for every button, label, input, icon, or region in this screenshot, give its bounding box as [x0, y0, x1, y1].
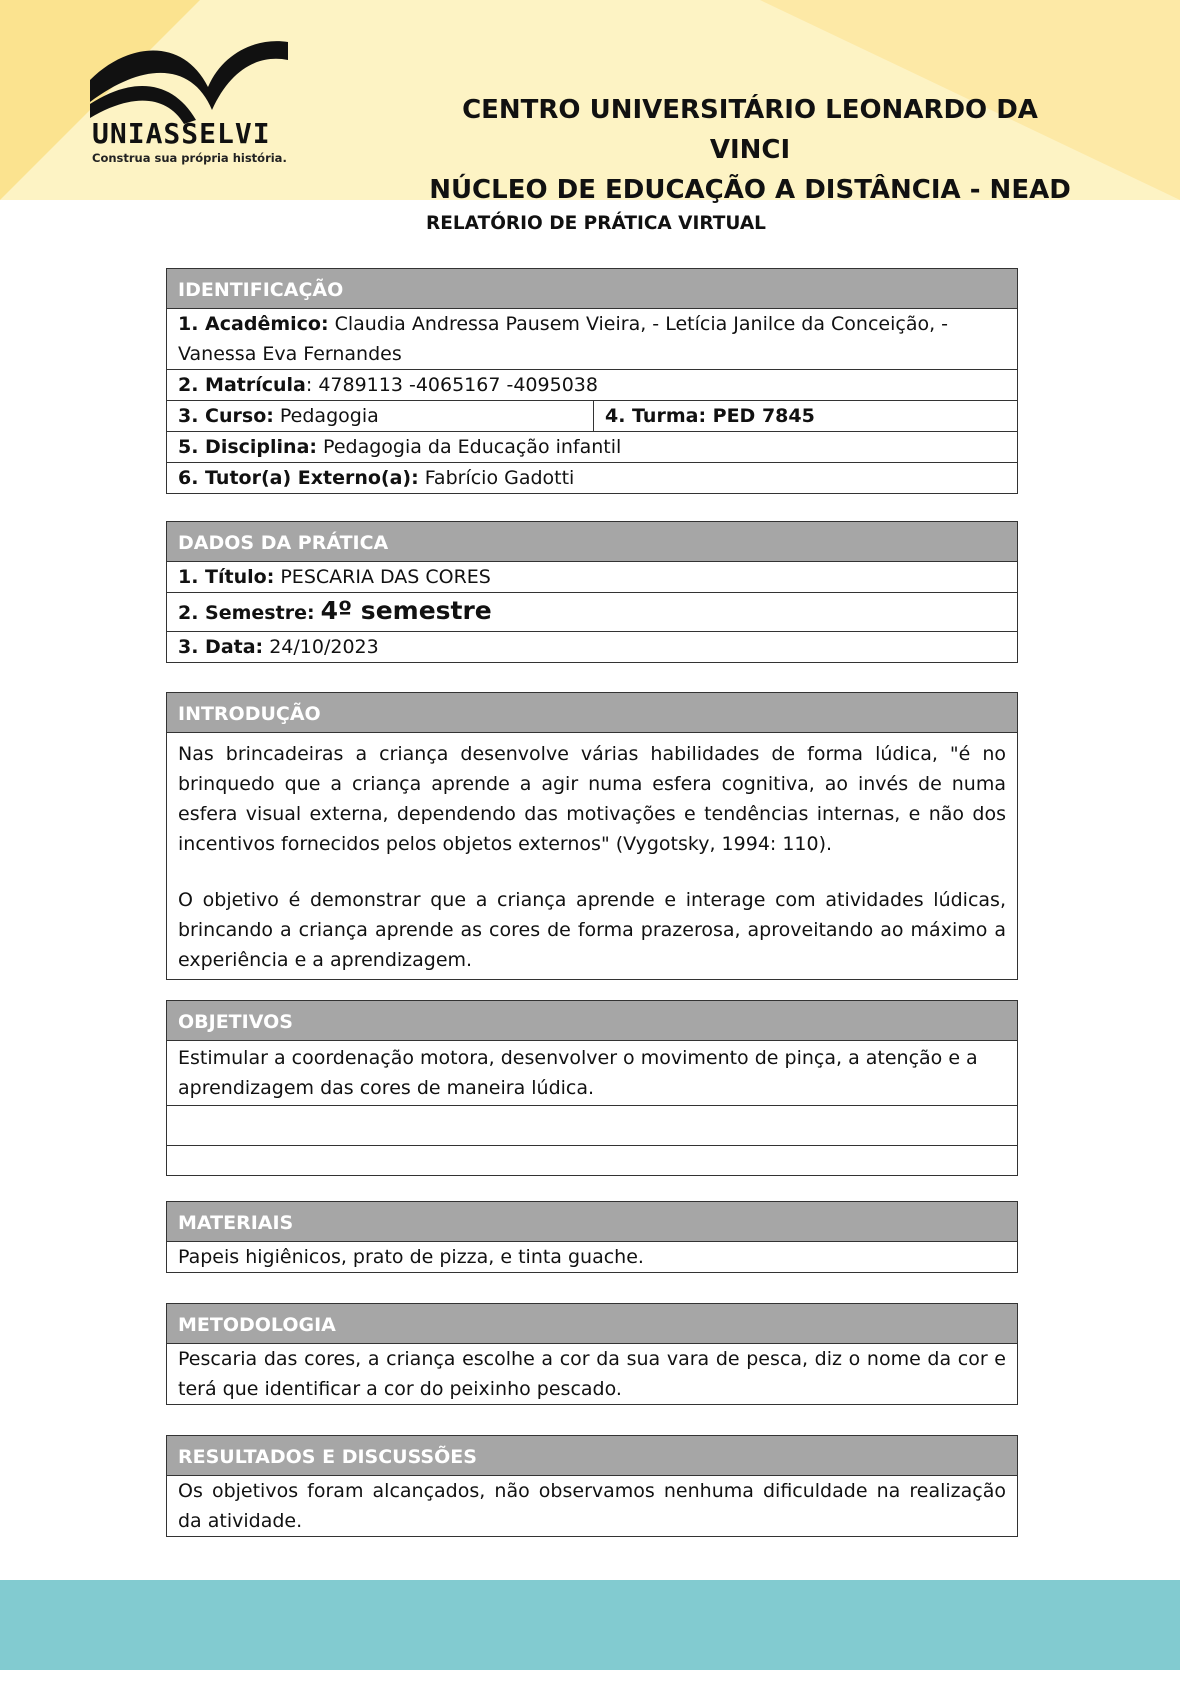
turma-label: 4. Turma: PED 7845 — [605, 405, 815, 427]
academico-value-cont: Vanessa Eva Fernandes — [178, 343, 402, 365]
objetivos-value: Estimular a coordenação motora, desenvolver o movimento de pinça, a atenção e a aprendizagem das cores de maneira lúdica. — [178, 1047, 978, 1099]
section-heading: INTRODUÇÃO — [167, 693, 1017, 733]
curso-value: Pedagogia — [273, 405, 379, 427]
disciplina-label: 5. Disciplina: — [178, 436, 317, 458]
introducao-paragraph-2: O objetivo é demonstrar que a criança aprende e interage com atividades lúdicas, brincando a criança aprende as cores de forma prazerosa, aproveitando ao máximo a experiência e a aprendizagem. — [178, 889, 1006, 971]
row-matricula — [167, 370, 1017, 401]
curso-label: 3. Curso: — [178, 405, 274, 427]
section-identificacao — [166, 268, 1018, 494]
disciplina-value: Pedagogia da Educação infantil — [317, 436, 622, 458]
titulo-label: 1. Título: — [178, 566, 275, 588]
row-curso-turma — [167, 401, 1017, 432]
curso-cell — [167, 401, 594, 431]
objetivos-empty-row — [167, 1106, 1017, 1146]
titulo-value: PESCARIA DAS CORES — [274, 566, 491, 588]
section-heading: OBJETIVOS — [167, 1001, 1017, 1041]
tutor-label: 6. Tutor(a) Externo(a): — [178, 467, 419, 489]
section-heading: IDENTIFICAÇÃO — [167, 269, 1017, 309]
footer-band — [0, 1580, 1180, 1670]
row-data — [167, 632, 1017, 662]
logo-name: UNIASSELVI — [92, 117, 271, 150]
institution-header — [420, 90, 1080, 210]
section-materiais — [166, 1201, 1018, 1273]
section-metodologia — [166, 1303, 1018, 1405]
institution-line-2: NÚCLEO DE EDUCAÇÃO A DISTÂNCIA - NEAD — [429, 175, 1071, 205]
introducao-paragraph-1: Nas brincadeiras a criança desenvolve várias habilidades de forma lúdica, "é no brinquedo que a criança aprende a agir numa esfera cognitiva, ao invés de numa esfera visual externa, dependendo das motivações e tendências internas, e não dos incentivos fornecidos pelos objetos externos" (Vygotsky, 1994: 110). — [178, 743, 1006, 855]
row-academico — [167, 309, 1017, 370]
document-title: RELATÓRIO DE PRÁTICA VIRTUAL — [426, 213, 766, 234]
section-objetivos — [166, 1000, 1018, 1176]
section-dados-pratica — [166, 521, 1018, 663]
section-heading: DADOS DA PRÁTICA — [167, 522, 1017, 562]
section-introducao — [166, 692, 1018, 980]
data-label: 3. Data: — [178, 636, 264, 658]
row-titulo — [167, 562, 1017, 593]
materiais-value: Papeis higiênicos, prato de pizza, e tinta guache. — [178, 1246, 644, 1268]
semestre-value: 4º semestre — [320, 596, 492, 625]
objetivos-empty-row — [167, 1146, 1017, 1175]
section-resultados — [166, 1435, 1018, 1537]
row-semestre — [167, 593, 1017, 632]
section-heading: RESULTADOS E DISCUSSÕES — [167, 1436, 1017, 1476]
turma-cell — [594, 401, 826, 431]
row-tutor — [167, 463, 1017, 493]
row-disciplina — [167, 432, 1017, 463]
section-heading: MATERIAIS — [167, 1202, 1017, 1242]
objetivos-text — [167, 1041, 1017, 1106]
academico-value: Claudia Andressa Pausem Vieira, - Letícia Janilce da Conceição, - — [328, 313, 949, 335]
semestre-label: 2. Semestre: — [178, 602, 315, 624]
tutor-value: Fabrício Gadotti — [418, 467, 575, 489]
institution-line-1: CENTRO UNIVERSITÁRIO LEONARDO DA VINCI — [462, 95, 1038, 165]
matricula-value: : 4789113 -4065167 -4095038 — [305, 374, 598, 396]
data-value: 24/10/2023 — [263, 636, 379, 658]
resultados-text: Os objetivos foram alcançados, não observamos nenhuma dificuldade na realização da atividade. — [178, 1480, 1006, 1532]
matricula-label: 2. Matrícula — [178, 374, 306, 396]
section-heading: METODOLOGIA — [167, 1304, 1017, 1344]
academico-label: 1. Acadêmico: — [178, 313, 329, 335]
logo-tagline: Construa sua própria história. — [92, 151, 287, 165]
metodologia-text: Pescaria das cores, a criança escolhe a cor da sua vara de pesca, diz o nome da cor e terá que identificar a cor do peixinho pescado. — [178, 1348, 1006, 1400]
materiais-text — [167, 1242, 1017, 1272]
